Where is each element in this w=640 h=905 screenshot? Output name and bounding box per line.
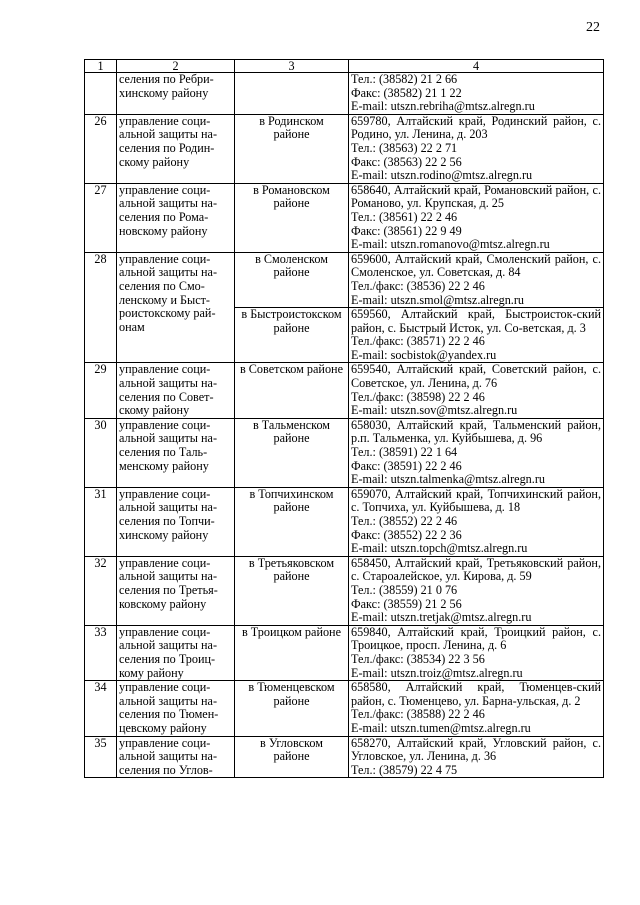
contact-details: 658580, Алтайский край, Тюменцев-ский район, с. Тюменцево, ул. Барна-ульская, д. 2 Тел./факс: (38588) 22 2 46 E-mail: utszn.tumen@mtsz.alregn.ru	[351, 680, 601, 735]
registry-table	[84, 59, 604, 778]
table-row	[85, 681, 604, 736]
row-number	[85, 73, 117, 115]
registry-body	[85, 73, 604, 778]
department-name: управление соци- альной защиты на- селения по Родин- скому району	[119, 113, 218, 169]
department-name-cell	[117, 736, 235, 778]
contacts-cell	[349, 736, 604, 778]
department-name-cell	[117, 363, 235, 418]
contact-details: 658270, Алтайский край, Угловский район, с. Угловское, ул. Ленина, д. 36 Тел.: (38579) 22 4 75	[351, 735, 601, 777]
page-number: 22	[586, 20, 600, 35]
contacts-cell	[349, 114, 604, 183]
contact-details: 659560, Алтайский край, Быстроисток-ский район, с. Быстрый Исток, ул. Со-ветская, д. 3 Тел./факс: (38571) 22 2 46 E-mail: socbistok@yandex.ru	[351, 307, 601, 362]
contacts-cell	[349, 487, 604, 556]
contact-details: 659540, Алтайский край, Советский район, с. Советское, ул. Ленина, д. 76 Тел./факс: (38598) 22 2 46 E-mail: utszn.sov@mtsz.alregn.ru	[351, 362, 601, 418]
office-location-cell	[235, 252, 349, 307]
office-location-cell	[235, 73, 349, 115]
table-row	[85, 487, 604, 556]
contact-details: 659600, Алтайский край, Смоленский район, с. Смоленское, ул. Советская, д. 84 Тел./факс: (38536) 22 2 46 E-mail: utszn.smol@mtsz.alregn.ru	[351, 251, 601, 307]
department-name-cell	[117, 183, 235, 252]
row-number: 26	[85, 114, 117, 183]
department-name-cell	[117, 556, 235, 625]
office-location-cell	[235, 736, 349, 778]
contact-details: Тел.: (38582) 21 2 66 Факс: (38582) 21 1 22 E-mail: utszn.rebriha@mtsz.alregn.ru	[351, 72, 535, 114]
contacts-cell	[349, 73, 604, 115]
department-name-cell	[117, 418, 235, 487]
office-location-cell	[235, 183, 349, 252]
contact-details: 659840, Алтайский край, Троицкий район, с. Троицкое, просп. Ленина, д. 6 Тел./факс: (38534) 22 3 56 E-mail: utszn.troiz@mtsz.alregn.ru	[351, 624, 601, 680]
contact-details: 658640, Алтайский край, Романовский район, с. Романово, ул. Крупская, д. 25 Тел.: (38561) 22 2 46 Факс: (38561) 22 9 49 E-mail: utszn.romanovo@mtsz.alregn.ru	[351, 182, 601, 252]
table-row	[85, 363, 604, 418]
department-name-cell	[117, 73, 235, 115]
office-location-cell	[235, 418, 349, 487]
table-row	[85, 183, 604, 252]
department-name-cell	[117, 252, 235, 363]
office-location: в Быстроистокском районе	[241, 307, 342, 335]
contact-details: 658450, Алтайский край, Третьяковский район, с. Староалейское, ул. Кирова, д. 59 Тел.: (38559) 21 0 76 Факс: (38559) 21 2 56 E-mail: utszn.tretjak@mtsz.alregn.ru	[351, 555, 601, 625]
office-location-cell	[235, 308, 349, 363]
department-name-cell	[117, 681, 235, 736]
office-location-cell	[235, 681, 349, 736]
office-location: в Смоленском районе	[255, 251, 328, 280]
department-name: управление соци- альной защиты на- селения по Совет- скому району	[119, 362, 218, 418]
contacts-cell	[349, 363, 604, 418]
contacts-cell	[349, 681, 604, 736]
header-row	[85, 60, 604, 73]
office-location: в Советском районе	[240, 362, 343, 377]
office-location-cell	[235, 363, 349, 418]
office-location-cell	[235, 487, 349, 556]
office-location: в Топчихинском районе	[249, 486, 334, 515]
department-name: управление соци- альной защиты на- селения по Смо- ленскому и Быст- роистокскому рай- онам	[119, 251, 218, 334]
contact-details: 659070, Алтайский край, Топчихинский район, с. Топчиха, ул. Куйбышева, д. 18 Тел.: (38552) 22 2 46 Факс: (38552) 22 2 36 E-mail: utszn.topch@mtsz.alregn.ru	[351, 486, 601, 556]
row-number: 27	[85, 183, 117, 252]
office-location: в Родинском районе	[259, 113, 324, 142]
office-location-cell	[235, 625, 349, 680]
office-location-cell	[235, 556, 349, 625]
department-name-cell	[117, 625, 235, 680]
department-name: управление соци- альной защиты на- селения по Таль- менскому району	[119, 417, 218, 473]
office-location: в Троицком районе	[242, 624, 341, 639]
row-number: 31	[85, 487, 117, 556]
department-name: селения по Ребри- хинскому району	[119, 72, 214, 100]
contacts-cell	[349, 625, 604, 680]
department-name: управление соци- альной защиты на- селения по Третья- ковскому району	[119, 555, 218, 611]
column-header-4: 4	[349, 60, 604, 73]
column-header-3: 3	[235, 60, 349, 73]
department-name-cell	[117, 114, 235, 183]
contacts-cell	[349, 418, 604, 487]
office-location: в Тюменцевском районе	[248, 680, 335, 708]
department-name: управление соци- альной защиты на- селения по Рома- новскому району	[119, 182, 218, 238]
table-row	[85, 556, 604, 625]
department-name: управление соци- альной защиты на- селения по Тюмен- цевскому району	[119, 680, 219, 735]
table-row	[85, 252, 604, 307]
row-number: 34	[85, 681, 117, 736]
table-row	[85, 736, 604, 778]
office-location: в Третьяковском районе	[248, 555, 335, 584]
row-number: 29	[85, 363, 117, 418]
table-row	[85, 73, 604, 115]
table-row	[85, 114, 604, 183]
row-number: 35	[85, 736, 117, 778]
contact-details: 659780, Алтайский край, Родинский район, с. Родино, ул. Ленина, д. 203 Тел.: (38563) 22 2 71 Факс: (38563) 22 2 56 E-mail: utszn.rodino@mtsz.alregn.ru	[351, 113, 601, 183]
contacts-cell	[349, 308, 604, 363]
office-location: в Угловском районе	[260, 735, 323, 764]
table-row	[85, 625, 604, 680]
office-location-cell	[235, 114, 349, 183]
row-number: 32	[85, 556, 117, 625]
department-name: управление соци- альной защиты на- селения по Топчи- хинскому району	[119, 486, 218, 542]
contacts-cell	[349, 556, 604, 625]
table-row	[85, 418, 604, 487]
department-name: управление соци- альной защиты на- селения по Углов-	[119, 735, 218, 777]
column-header-1: 1	[85, 60, 117, 73]
row-number: 28	[85, 252, 117, 363]
column-header-2: 2	[117, 60, 235, 73]
contacts-cell	[349, 183, 604, 252]
office-location: в Романовском районе	[253, 182, 330, 211]
row-number: 33	[85, 625, 117, 680]
contacts-cell	[349, 252, 604, 307]
contact-details: 658030, Алтайский край, Тальменский район, р.п. Тальменка, ул. Куйбышева, д. 96 Тел.: (38591) 22 1 64 Факс: (38591) 22 2 46 E-mail: utszn.talmenka@mtsz.alregn.ru	[351, 417, 601, 487]
row-number: 30	[85, 418, 117, 487]
department-name: управление соци- альной защиты на- селения по Троиц- кому району	[119, 624, 218, 680]
department-name-cell	[117, 487, 235, 556]
office-location: в Тальменском районе	[252, 417, 331, 446]
